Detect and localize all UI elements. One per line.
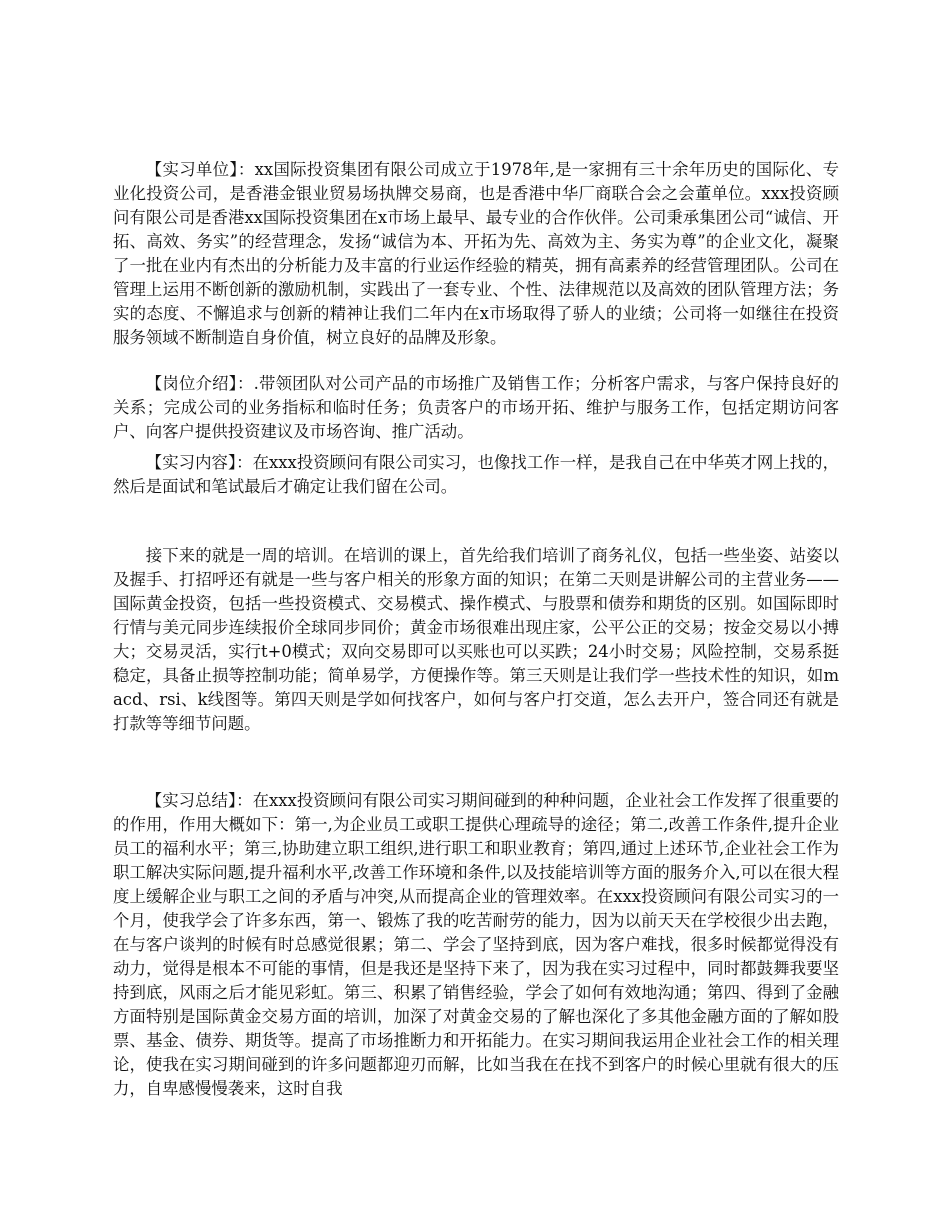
internship-content-paragraph: 【实习内容】：在xxx投资顾问有限公司实习，也像找工作一样，是我自己在中华英才网上找的，然后是面试和笔试最后才确定让我们留在公司。 bbox=[113, 453, 839, 496]
position-intro-paragraph: 【岗位介绍】：.带领团队对公司产品的市场推广及销售工作；分析客户需求，与客户保持良好的关系；完成公司的业务指标和临时任务；负责客户的市场开拓、维护与服务工作，包括定期访问客户、向客户提供投资建议及市场咨询、推广活动。 bbox=[113, 374, 839, 441]
internship-summary-paragraph: 【实习总结】：在xxx投资顾问有限公司实习期间碰到的种种问题，企业社会工作发挥了很重要的的作用，作用大概如下：第一,为企业员工或职工提供心理疏导的途径；第二,改善工作条件,提升企业员工的福利水平；第三,协助建立职工组织,进行职工和职业教育；第四,通过上述环节,企业社会工作为职工解决实际问题,提升福利水平,改善工作环境和条件,以及技能培训等方面的服务介入,可以在很大程度上缓解企业与职工之间的矛盾与冲突,从而提高企业的管理效率。在xxx投资顾问有限公司实习的一个月，使我学会了许多东西，第一、锻炼了我的吃苦耐劳的能力，因为以前天天在学校很少出去跑，在与客户谈判的时候有时总感觉很累；第二、学会了坚持到底，因为客户难找，很多时候都觉得没有动力，觉得是根本不可能的事情，但是我还是坚持下来了，因为我在实习过程中，同时都鼓舞我要坚持到底，风雨之后才能见彩虹。第三、积累了销售经验，学会了如何有效地沟通；第四、得到了金融方面特别是国际黄金交易方面的培训，加深了对黄金交易的了解也深化了多其他金融方面的了解如股票、基金、债券、期货等。提高了市场推断力和开拓能力。在实习期间我运用企业社会工作的相关理论，使我在实习期间碰到的许多问题都迎刃而解，比如当我在在找不到客户的时候心里就有很大的压力，自卑感慢慢袭来，这时自我 bbox=[113, 791, 839, 1098]
internship-unit-paragraph: 【实习单位】：xx国际投资集团有限公司成立于1978年,是一家拥有三十余年历史的国际化、专业化投资公司，是香港金银业贸易场执牌交易商，也是香港中华厂商联合会之会董单位。xxx投资顾问有限公司是香港xx国际投资集团在x市场上最早、最专业的合作伙伴。公司秉承集团公司“诚信、开拓、高效、务实”的经营理念，发扬“诚信为本、开拓为先、高效为主、务实为尊”的企业文化，凝聚了一批在业内有杰出的分析能力及丰富的行业运作经验的精英，拥有高素养的经营管理团队。公司在管理上运用不断创新的激励机制，实践出了一套专业、个性、法律规范以及高效的团队管理方法；务实的态度、不懈追求与创新的精神让我们二年内在x市场取得了骄人的业绩；公司将一如继往在投资服务领域不断制造自身价值，树立良好的品牌及形象。 bbox=[113, 160, 839, 347]
training-paragraph: 接下来的就是一周的培训。在培训的课上，首先给我们培训了商务礼仪，包括一些坐姿、站姿以及握手、打招呼还有就是一些与客户相关的形象方面的知识；在第二天则是讲解公司的主营业务——国际黄金投资，包括一些投资模式、交易模式、操作模式、与股票和债券和期货的区别。如国际即时行情与美元同步连续报价全球同步同价；黄金市场很难出现庄家，公平公正的交易；按金交易以小搏大；交易灵活，实行t+0模式；双向交易即可以买账也可以买跌；24小时交易；风险控制，交易系挺稳定，具备止损等控制功能；简单易学，方便操作等。第三天则是让我们学一些技术性的知识，如macd、rsi、k线图等。第四天则是学如何找客户，如何与客户打交道，怎么去开户，签合同还有就是打款等等细节问题。 bbox=[113, 546, 839, 733]
